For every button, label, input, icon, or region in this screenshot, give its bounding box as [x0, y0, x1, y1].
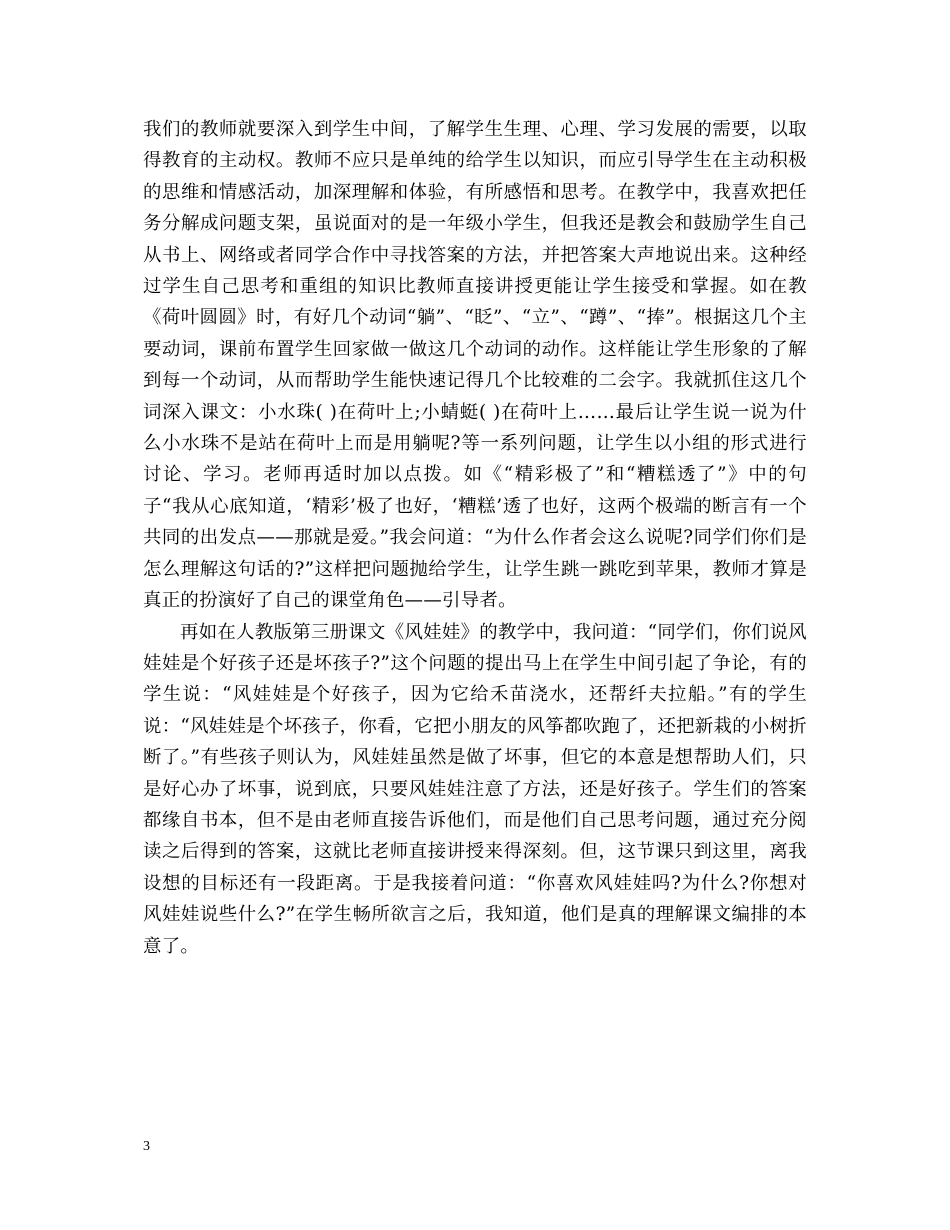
paragraph-1: 我们的教师就要深入到学生中间，了解学生生理、心理、学习发展的需要，以取得教育的主动权。教师不应只是单纯的给学生以知识，而应引导学生在主动积极的思维和情感活动，加深理解和体验，有所感悟和思考。在教学中，我喜欢把任务分解成问题支架，虽说面对的是一年级小学生，但我还是教会和鼓励学生自己从书上、网络或者同学合作中寻找答案的方法，并把答案大声地说出来。这种经过学生自己思考和重组的知识比教师直接讲授更能让学生接受和掌握。如在教《荷叶圆圆》时，有好几个动词“躺”、“眨”、“立”、“蹲”、“捧”。根据这几个主要动词，课前布置学生回家做一做这几个动词的动作。这样能让学生形象的了解到每一个动词，从而帮助学生能快速记得几个比较难的二会字。我就抓住这几个词深入课文：小水珠( )在荷叶上;小蜻蜓( )在荷叶上……最后让学生说一说为什么小水珠不是站在荷叶上而是用躺呢?等一系列问题，让学生以小组的形式进行讨论、学习。老师再适时加以点拨。如《“精彩极了”和“糟糕透了”》中的句子“我从心底知道，‘精彩’极了也好，‘糟糕’透了也好，这两个极端的断言有一个共同的出发点——那就是爱。”我会问道：“为什么作者会这么说呢?同学们你们是怎么理解这句话的?”这样把问题抛给学生，让学生跳一跳吃到苹果，教师才算是真正的扮演好了自己的课堂角色——引导者。 [143, 119, 807, 612]
page-number: 3 [143, 1139, 150, 1154]
paragraph-2: 再如在人教版第三册课文《风娃娃》的教学中，我问道：“同学们，你们说风娃娃是个好孩子还是坏孩子?”这个问题的提出马上在学生中间引起了争论，有的学生说：“风娃娃是个好孩子，因为它给禾苗浇水，还帮纤夫拉船。”有的学生说：“风娃娃是个坏孩子，你看，它把小朋友的风筝都吹跑了，还把新栽的小树折断了。”有些孩子则认为，风娃娃虽然是做了坏事，但它的本意是想帮助人们，只是好心办了坏事，说到底，只要风娃娃注意了方法，还是好孩子。学生们的答案都缘自书本，但不是由老师直接告诉他们，而是他们自己思考问题，通过充分阅读之后得到的答案，这就比老师直接讲授来得深刻。但，这节课只到这里，离我设想的目标还有一段距离。于是我接着问道：“你喜欢风娃娃吗?为什么?你想对风娃娃说些什么?”在学生畅所欲言之后，我知道，他们是真的理解课文编排的本意了。 [143, 621, 807, 957]
body-text [143, 114, 807, 962]
